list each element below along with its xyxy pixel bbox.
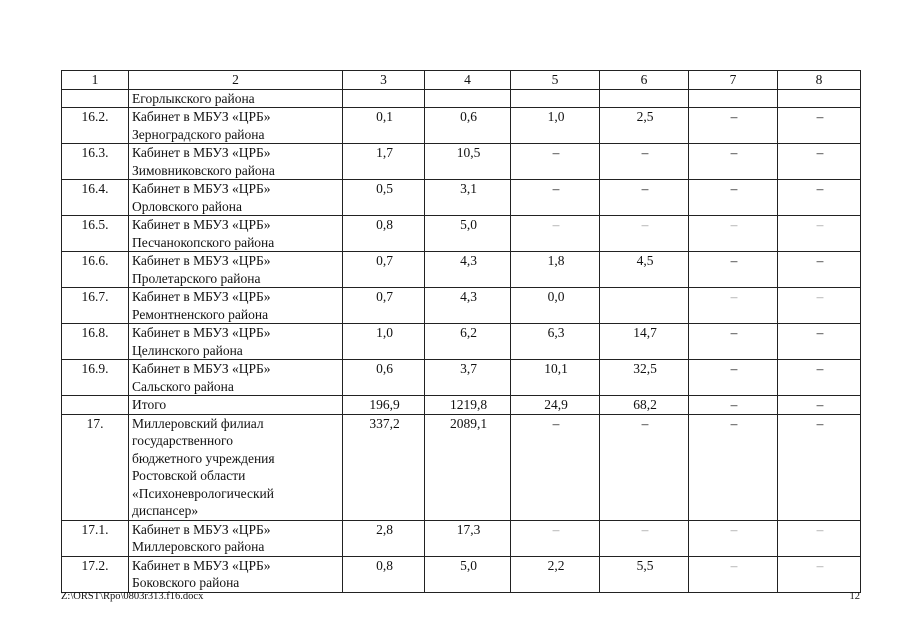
value-cell-3: 0,7 [343, 288, 425, 324]
row-name-line: Кабинет в МБУЗ «ЦРБ» [132, 217, 271, 232]
header-cell-2: 2 [129, 71, 343, 90]
header-cell-8: 8 [778, 71, 861, 90]
value-cell-3: 1,0 [343, 324, 425, 360]
value-cell-6: – [600, 144, 689, 180]
value-cell-8: – [778, 108, 861, 144]
value-cell-7: – [689, 520, 778, 556]
table-row [62, 360, 861, 396]
row-name-cell [129, 324, 343, 360]
value-cell-5: 2,2 [511, 556, 600, 592]
table-body [62, 71, 861, 593]
header-row [62, 71, 861, 90]
value-cell-4 [425, 89, 511, 108]
value-cell-7: – [689, 216, 778, 252]
table-row [62, 414, 861, 520]
row-name-cell [129, 180, 343, 216]
value-cell-4: 1219,8 [425, 396, 511, 415]
value-cell-7: – [689, 360, 778, 396]
row-name-line: бюджетного учреждения [132, 450, 275, 466]
value-cell-7: – [689, 288, 778, 324]
row-name-cell [129, 414, 343, 520]
value-cell-3: 0,8 [343, 216, 425, 252]
row-name-line: Кабинет в МБУЗ «ЦРБ» [132, 289, 271, 304]
footer-page-number: 12 [849, 591, 860, 602]
row-name-line: Кабинет в МБУЗ «ЦРБ» [132, 325, 271, 340]
header-cell-5: 5 [511, 71, 600, 90]
row-name-line: Ростовской области [132, 468, 246, 483]
row-name-cell [129, 216, 343, 252]
row-name-line: Миллеровский филиал [132, 415, 264, 431]
value-cell-6: 32,5 [600, 360, 689, 396]
row-name-line: Ремонтненского района [132, 306, 269, 322]
row-name-cell [129, 360, 343, 396]
data-table [61, 70, 861, 593]
header-cell-7: 7 [689, 71, 778, 90]
row-name-cell [129, 396, 343, 415]
row-name-line: Пролетарского района [132, 270, 261, 286]
value-cell-3: 0,5 [343, 180, 425, 216]
value-cell-8: – [778, 520, 861, 556]
table-row [62, 144, 861, 180]
value-cell-7 [689, 89, 778, 108]
value-cell-7: – [689, 180, 778, 216]
value-cell-4: 17,3 [425, 520, 511, 556]
value-cell-4: 2089,1 [425, 414, 511, 520]
value-cell-5 [511, 89, 600, 108]
value-cell-3: 196,9 [343, 396, 425, 415]
row-number-cell: 17. [62, 414, 129, 520]
row-name-line: Кабинет в МБУЗ «ЦРБ» [132, 557, 271, 573]
row-name-cell [129, 556, 343, 592]
table-row [62, 288, 861, 324]
row-number-cell: 16.7. [62, 288, 129, 324]
value-cell-3: 1,7 [343, 144, 425, 180]
value-cell-6: – [600, 180, 689, 216]
value-cell-6 [600, 89, 689, 108]
value-cell-5: 0,0 [511, 288, 600, 324]
value-cell-5: – [511, 520, 600, 556]
table-row [62, 520, 861, 556]
value-cell-8: – [778, 414, 861, 520]
row-name-line: Орловского района [132, 198, 242, 214]
row-number-cell: 16.2. [62, 108, 129, 144]
row-name-line: Миллеровского района [132, 539, 265, 554]
value-cell-8: – [778, 252, 861, 288]
value-cell-6: 68,2 [600, 396, 689, 415]
value-cell-6: 2,5 [600, 108, 689, 144]
table-row [62, 252, 861, 288]
value-cell-7: – [689, 396, 778, 415]
header-cell-1: 1 [62, 71, 129, 90]
header-cell-3: 3 [343, 71, 425, 90]
value-cell-7: – [689, 252, 778, 288]
row-name-line: Зерноградского района [132, 126, 265, 142]
value-cell-8: – [778, 216, 861, 252]
value-cell-3: 0,6 [343, 360, 425, 396]
value-cell-8: – [778, 144, 861, 180]
row-number-cell: 16.3. [62, 144, 129, 180]
value-cell-5: – [511, 216, 600, 252]
row-number-cell: 16.6. [62, 252, 129, 288]
row-number-cell: 16.8. [62, 324, 129, 360]
row-number-cell [62, 89, 129, 108]
value-cell-8: – [778, 288, 861, 324]
value-cell-8: – [778, 396, 861, 415]
value-cell-3: 2,8 [343, 520, 425, 556]
value-cell-6: 5,5 [600, 556, 689, 592]
footer-file-path: Z:\ORST\Rpo\0803r313.f16.docx [61, 591, 204, 602]
row-name-line: Песчанокопского района [132, 234, 275, 250]
value-cell-6 [600, 288, 689, 324]
value-cell-6: – [600, 414, 689, 520]
value-cell-7: – [689, 556, 778, 592]
value-cell-3: 0,8 [343, 556, 425, 592]
value-cell-8: – [778, 324, 861, 360]
row-name-line: Кабинет в МБУЗ «ЦРБ» [132, 145, 271, 160]
row-name-line: государственного [132, 433, 233, 448]
table-row [62, 396, 861, 415]
row-number-cell: 16.4. [62, 180, 129, 216]
row-name-line: Кабинет в МБУЗ «ЦРБ» [132, 521, 271, 537]
row-number-cell [62, 396, 129, 415]
value-cell-4: 6,2 [425, 324, 511, 360]
value-cell-5: – [511, 144, 600, 180]
value-cell-7: – [689, 414, 778, 520]
row-number-cell: 17.2. [62, 556, 129, 592]
value-cell-5: – [511, 180, 600, 216]
value-cell-7: – [689, 324, 778, 360]
row-name-line: Кабинет в МБУЗ «ЦРБ» [132, 253, 271, 268]
value-cell-5: 24,9 [511, 396, 600, 415]
row-name-line: Зимовниковского района [132, 162, 275, 178]
value-cell-8: – [778, 360, 861, 396]
value-cell-3: 0,7 [343, 252, 425, 288]
value-cell-3 [343, 89, 425, 108]
value-cell-4: 0,6 [425, 108, 511, 144]
row-name-line: Боковского района [132, 575, 240, 590]
value-cell-3: 337,2 [343, 414, 425, 520]
row-name-line: Кабинет в МБУЗ «ЦРБ» [132, 361, 271, 376]
row-name-line: Сальского района [132, 378, 234, 394]
row-name-line: Итого [132, 397, 167, 412]
value-cell-6: 14,7 [600, 324, 689, 360]
value-cell-8 [778, 89, 861, 108]
row-number-cell: 16.5. [62, 216, 129, 252]
value-cell-5: 1,0 [511, 108, 600, 144]
row-name-cell [129, 520, 343, 556]
value-cell-8: – [778, 180, 861, 216]
row-number-cell: 16.9. [62, 360, 129, 396]
value-cell-4: 3,1 [425, 180, 511, 216]
value-cell-4: 10,5 [425, 144, 511, 180]
table-row [62, 216, 861, 252]
row-name-line: «Психоневрологический [132, 485, 274, 501]
value-cell-7: – [689, 108, 778, 144]
value-cell-4: 4,3 [425, 288, 511, 324]
row-name-cell [129, 108, 343, 144]
row-name-cell [129, 288, 343, 324]
value-cell-4: 5,0 [425, 216, 511, 252]
row-number-cell: 17.1. [62, 520, 129, 556]
header-cell-6: 6 [600, 71, 689, 90]
value-cell-3: 0,1 [343, 108, 425, 144]
row-name-cell [129, 89, 343, 108]
table-row [62, 89, 861, 108]
value-cell-7: – [689, 144, 778, 180]
table-row [62, 324, 861, 360]
row-name-line: диспансер» [132, 503, 199, 518]
header-cell-4: 4 [425, 71, 511, 90]
value-cell-5: – [511, 414, 600, 520]
value-cell-4: 5,0 [425, 556, 511, 592]
value-cell-6: – [600, 216, 689, 252]
value-cell-8: – [778, 556, 861, 592]
table-row [62, 108, 861, 144]
row-name-line: Кабинет в МБУЗ «ЦРБ» [132, 181, 271, 196]
table-row [62, 556, 861, 592]
value-cell-4: 3,7 [425, 360, 511, 396]
value-cell-6: – [600, 520, 689, 556]
row-name-cell [129, 252, 343, 288]
value-cell-5: 6,3 [511, 324, 600, 360]
value-cell-4: 4,3 [425, 252, 511, 288]
row-name-line: Кабинет в МБУЗ «ЦРБ» [132, 109, 271, 124]
row-name-cell [129, 144, 343, 180]
value-cell-5: 10,1 [511, 360, 600, 396]
row-name-line: Целинского района [132, 342, 243, 358]
row-name-line: Егорлыкского района [132, 90, 255, 106]
table-row [62, 180, 861, 216]
value-cell-6: 4,5 [600, 252, 689, 288]
value-cell-5: 1,8 [511, 252, 600, 288]
